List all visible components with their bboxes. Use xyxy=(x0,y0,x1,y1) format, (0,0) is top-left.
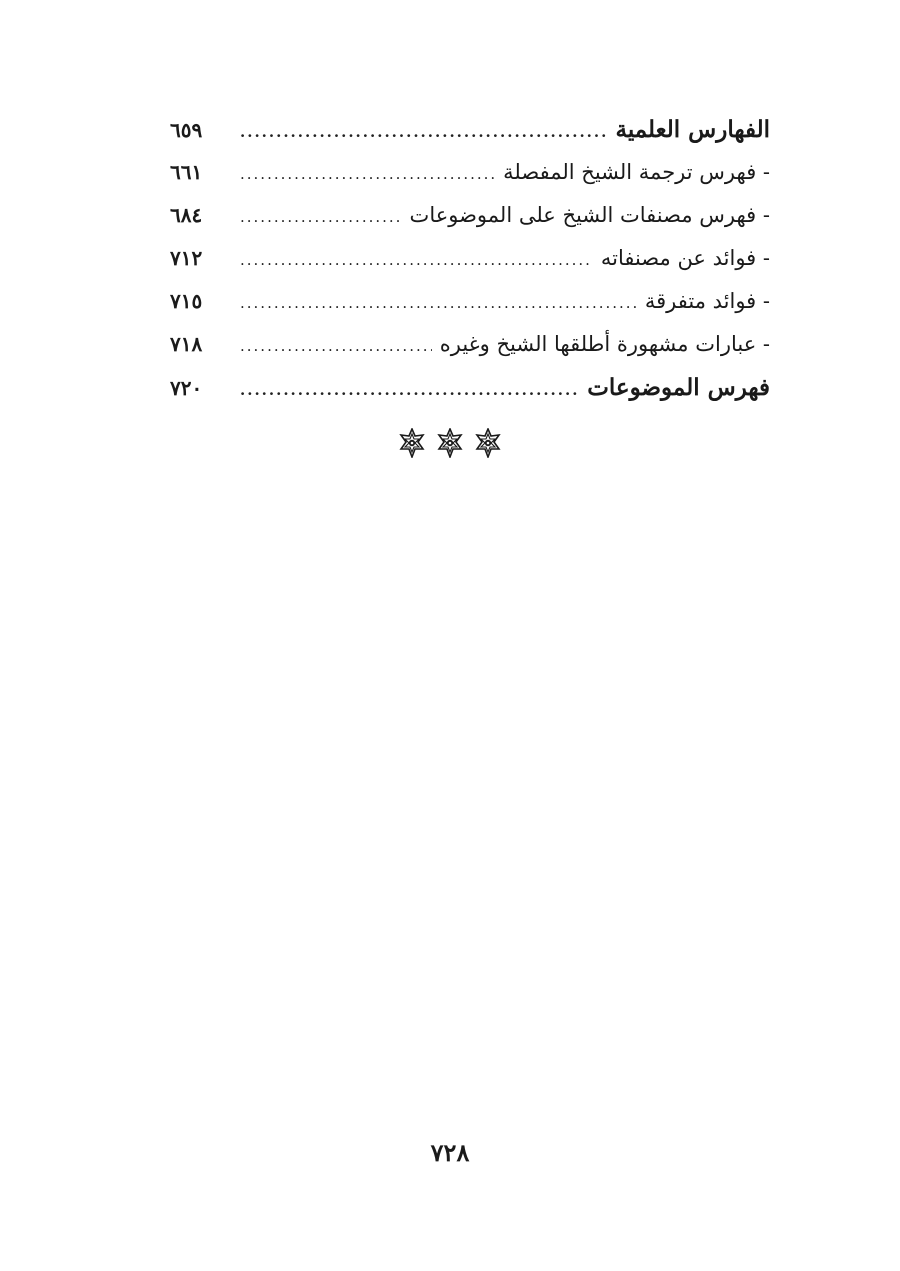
dot-leader xyxy=(240,282,637,325)
dot-leader xyxy=(240,325,432,368)
toc-entry-page: ٧١٥ xyxy=(170,289,203,313)
toc-entry-page: ٧١٢ xyxy=(170,246,203,270)
toc-entry[interactable] xyxy=(170,323,770,366)
toc-entry-page: ٧١٨ xyxy=(170,332,203,356)
toc-entry[interactable] xyxy=(170,237,770,280)
toc-entry[interactable] xyxy=(170,151,770,194)
page-number: ٧٢٨ xyxy=(430,1138,470,1167)
toc-entry-title: - فهرس مصنفات الشيخ على الموضوعات xyxy=(409,203,770,227)
toc-entry[interactable] xyxy=(170,366,770,409)
toc-entry-title: - فهرس ترجمة الشيخ المفصلة xyxy=(503,160,770,184)
toc-entry-title: الفهارس العلمية xyxy=(615,116,770,143)
star-flower-icon xyxy=(475,428,501,458)
table-of-contents xyxy=(170,108,770,409)
toc-entry-title: - عبارات مشهورة أطلقها الشيخ وغيره xyxy=(439,332,770,356)
toc-entry-title: فهرس الموضوعات xyxy=(587,374,770,401)
dot-leader xyxy=(240,111,607,154)
toc-entry-page: ٦٨٤ xyxy=(170,203,203,227)
dot-leader xyxy=(240,369,579,412)
toc-entry[interactable] xyxy=(170,280,770,323)
toc-entry-title: - فوائد عن مصنفاته xyxy=(600,246,770,270)
toc-entry-page: ٦٥٩ xyxy=(170,118,203,142)
star-flower-icon xyxy=(399,428,425,458)
toc-entry-page: ٦٦١ xyxy=(170,160,203,184)
dot-leader xyxy=(240,196,402,239)
toc-entry[interactable] xyxy=(170,194,770,237)
toc-entry[interactable] xyxy=(170,108,770,151)
toc-entry-title: - فوائد متفرقة xyxy=(644,289,770,313)
dot-leader xyxy=(240,239,593,282)
dot-leader xyxy=(240,153,495,196)
section-ornaments xyxy=(0,428,900,458)
star-flower-icon xyxy=(437,428,463,458)
toc-entry-page: ٧٢٠ xyxy=(170,376,203,400)
